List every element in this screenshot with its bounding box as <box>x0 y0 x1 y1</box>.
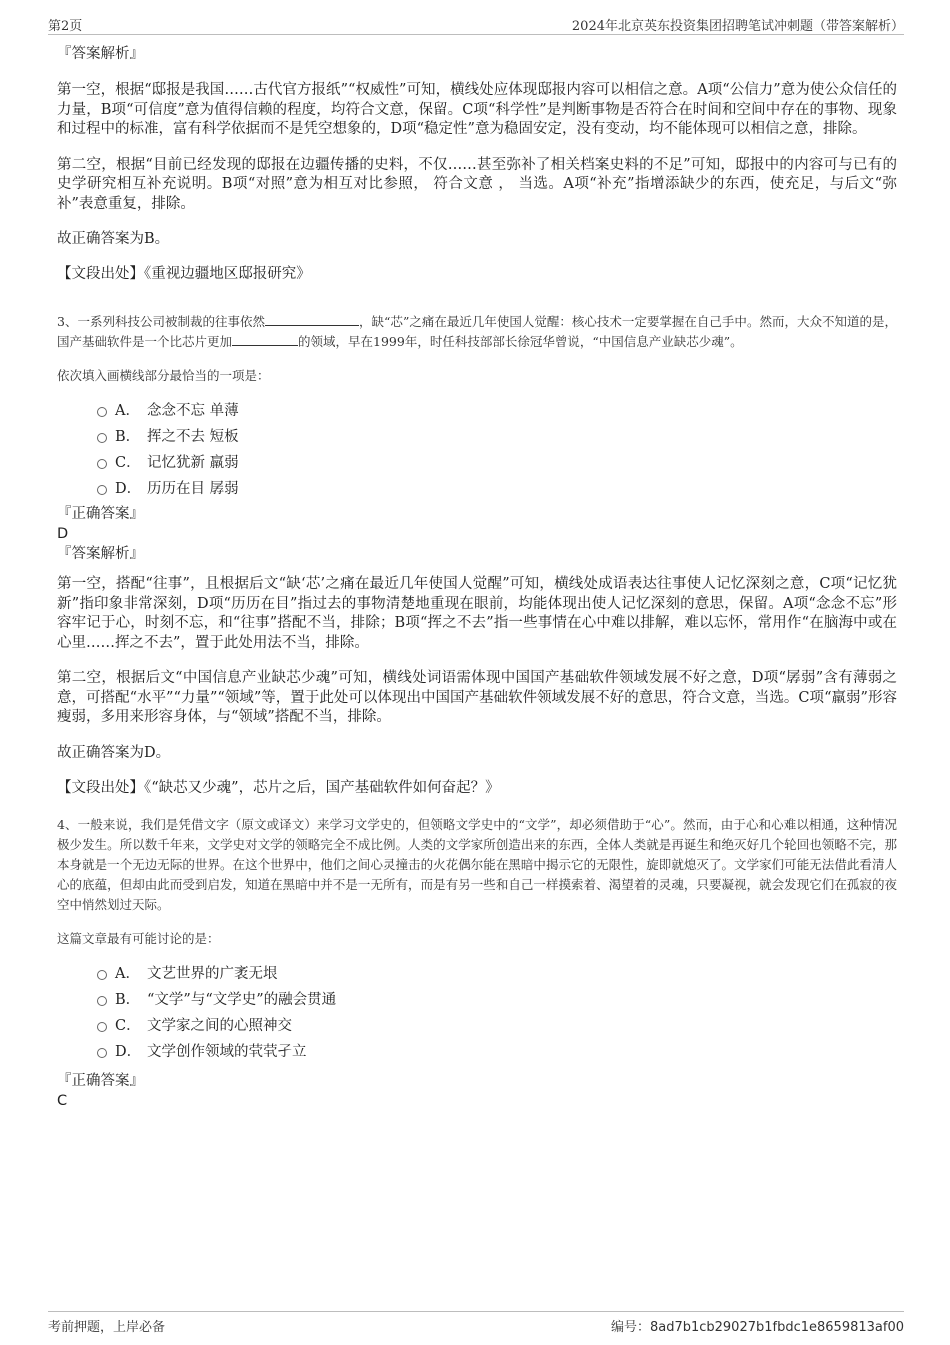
document-title: 2024年北京英东投资集团招聘笔试冲刺题（带答案解析） <box>571 19 904 34</box>
radio-icon[interactable] <box>97 1048 107 1058</box>
q3-conclusion: 故正确答案为D。 <box>57 744 171 761</box>
q4-option-a[interactable]: A． 文艺世界的广袤无垠 <box>57 961 897 987</box>
q3-option-b[interactable]: B． 挥之不去 短板 <box>57 424 897 450</box>
q4-option-d[interactable]: D． 文学创作领域的茕茕孑立 <box>57 1039 897 1065</box>
page-number: 第2页 <box>48 19 83 34</box>
radio-icon[interactable] <box>97 1022 107 1032</box>
q2-analysis-para-1: 第一空，根据“邸报是我国……古代官方报纸”“权威性”可知，横线处应体现邸报内容可以相信之意。A项“公信力”意为使公众信任的力量，B项“可信度”意为值得信赖的程度，均符合文意，保留。C项“科学性”是判断事物是否符合在时间和空间中存在的事物、现象和过程中的标准，富有科学依据而不是凭空想象的，D项“稳定性”意为稳固安定，没有变动，均不能体现可以相信之意，排除。 <box>57 82 897 137</box>
q4-answer-tag: 『正确答案』 <box>57 1072 144 1089</box>
q3-analysis-tag: 『答案解析』 <box>57 546 144 562</box>
q2-analysis-tag: 『答案解析』 <box>57 46 144 62</box>
radio-icon[interactable] <box>97 485 107 495</box>
q2-conclusion: 故正确答案为B。 <box>57 231 170 247</box>
q3-answer-tag: 『正确答案』 <box>57 506 144 522</box>
q4-option-b[interactable]: B． “文学”与“文学史”的融会贯通 <box>57 987 897 1013</box>
q3-analysis-para-1: 第一空，搭配“往事”，且根据后文“缺‘芯’之痛在最近几年使国人觉醒”可知，横线处成语表达往事使人记忆深刻之意，C项“记忆犹新”指印象非常深刻，D项“历历在目”指过去的事物清楚地重现在眼前，均能体现出使人记忆深刻的意思，保留。A项“念念不忘”形容牢记于心，时刻不忘，和“往事”搭配不当，排除；B项“挥之不去”指一些事情在心中难以排解，难以忘怀，常用作“在脑海中或在心里……挥之不去”，置于此处用法不当，排除。 <box>57 576 898 651</box>
page-header <box>48 12 904 35</box>
q4-answer: C <box>57 1092 68 1109</box>
q4-prompt: 这篇文章最有可能讨论的是： <box>57 930 220 946</box>
q3-options <box>57 398 897 502</box>
q4-options <box>57 961 897 1065</box>
radio-icon[interactable] <box>97 970 107 980</box>
q3-blank-2 <box>232 332 298 346</box>
q3-blank-1 <box>265 312 359 326</box>
q4-stem: 4、一般来说，我们是凭借文字（原文或译文）来学习文学史的，但领略文学史中的“文学”，却必须借助于“心”。然而，由于心和心难以相通，这种情况极少发生。所以数千年来，文学史对文学的领略完全不成比例。人类的文学家所创造出来的东西，全体人类就是再诞生和绝灭好几个轮回也领略不完，那本身就是一个无边无际的世界。在这个世界中，他们之间心灵撞击的火花偶尔能在黑暗中揭示它的无限性，旋即就熄灭了。文学家们可能无法借此看清人心的底蕴，但却由此而受到启发，知道在黑暗中并不是一无所有，而是有另一些和自己一样摸索着、渴望着的灵魂，只要凝视，就会发现它们在孤寂的夜空中悄然划过天际。 <box>57 816 897 912</box>
q2-analysis-para-2: 第二空，根据“目前已经发现的邸报在边疆传播的史料，不仅……甚至弥补了相关档案史料的不足”可知，邸报中的内容可与已有的史学研究相互补充说明。B项“对照”意为相互对比参照， 符合文意 ， 当选。A项“补充”指增添缺少的东西，使充足，与后文“弥补”表意重复，排除。 <box>57 156 897 212</box>
q4-option-c[interactable]: C． 文学家之间的心照神交 <box>57 1013 897 1039</box>
page-content <box>57 44 897 1111</box>
q3-option-a[interactable]: A． 念念不忘 单薄 <box>57 398 897 424</box>
q3-stem: 3、一系列科技公司被制裁的往事依然 ，缺“芯”之痛在最近几年使国人觉醒：核心技术一定要掌握在自己手中。然而，大众不知道的是，国产基础软件是一个比芯片更加 的领域，早在1999年，时任科技部部长徐冠华曾说，“中国信息产业缺芯少魂”。 <box>57 314 897 349</box>
radio-icon[interactable] <box>97 459 107 469</box>
q3-option-c[interactable]: C． 记忆犹新 羸弱 <box>57 450 897 476</box>
radio-icon[interactable] <box>97 433 107 443</box>
q2-source: 【文段出处】《重视边疆地区邸报研究》 <box>57 265 311 282</box>
radio-icon[interactable] <box>97 996 107 1006</box>
q3-analysis-para-2: 第二空，根据后文“中国信息产业缺芯少魂”可知，横线处词语需体现中国国产基础软件领域发展不好之意，D项“孱弱”含有薄弱之意，可搭配“水平”“力量”“领域”等，置于此处可以体现出中国国产基础软件领域发展不好的意思，符合文意，当选。C项“羸弱”形容瘦弱，多用来形容身体，与“领域”搭配不当，排除。 <box>57 670 897 725</box>
page-footer <box>48 1311 904 1334</box>
radio-icon[interactable] <box>97 407 107 417</box>
q3-source: 【文段出处】《“缺芯又少魂”，芯片之后，国产基础软件如何奋起？》 <box>57 780 500 796</box>
q3-answer: D <box>57 526 69 542</box>
footer-note: 考前押题，上岸必备 <box>48 1320 166 1335</box>
q3-prompt: 依次填入画横线部分最恰当的一项是： <box>57 368 270 383</box>
footer-code: 编号：8ad7b1cb29027b1fbdc1e8659813af00 <box>610 1320 904 1335</box>
q3-option-d[interactable]: D． 历历在目 孱弱 <box>57 476 897 502</box>
